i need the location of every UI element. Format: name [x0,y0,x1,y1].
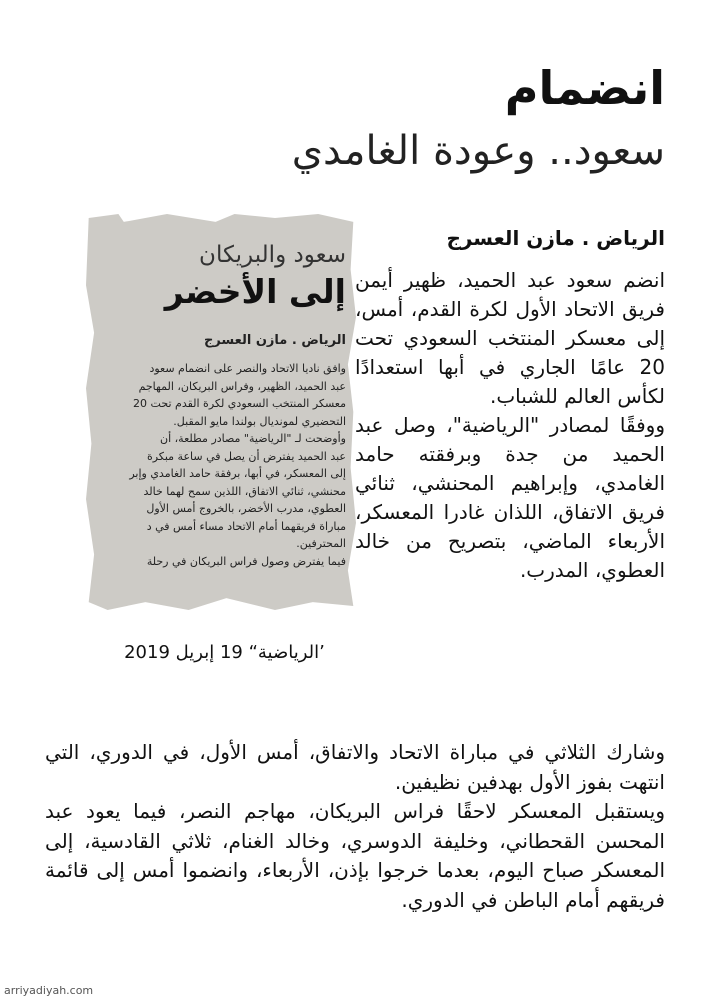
clipping-line: التحضيري لمونديال بولندا مايو المقبل. [173,414,346,428]
clipping-line: إلى المعسكر، في أبها، برفقة حامد الغامدي وإبر [129,467,346,480]
clipping-line: فيما يفترض وصول فراس البريكان في رحلة [146,554,346,568]
newspaper-clipping [86,214,356,610]
clipping-line: المحترفين. [296,537,346,550]
clipping-body [98,360,346,570]
clipping-line: وأوضحت لـ "الرياضية" مصادر مطلعة، أن [160,432,346,445]
byline: الرياض . مازن العسرج [446,226,665,250]
clipping-line: عبد الحميد يفترض أن يصل في ساعة مبكرة [146,449,346,463]
clipping-line: العطوي، مدرب الأخضر، بالخروج أمس الأول [146,502,346,515]
clipping-line: محنشي، ثنائي الاتفاق، اللذين سمح لهما خالد [143,484,346,498]
paragraph: وشارك الثلاثي في مباراة الاتحاد والاتفاق، أمس الأول، في الدوري، التي انتهت بفوز الأول بهدفين نظيفين. [45,740,665,794]
clipping-line: عبد الحميد، الظهير، وفراس البريكان، المهاجم [138,379,346,393]
clipping-line: وافق ناديا الاتحاد والنصر على انضمام سعود [149,362,346,375]
clipping-caption: ’الرياضية“ 19 إبريل 2019 [124,642,325,663]
paragraph: ووفقًا لمصادر "الرياضية"، وصل عبد الحميد من جدة وبرفقته حامد الغامدي، وإبراهيم المحنشي، ثنائي فريق الاتفاق، اللذان غادرا المعسكر، الأربعاء الماضي، بتصريح من خالد العطوي، المدرب. [355,413,665,582]
paragraph: ويستقبل المعسكر لاحقًا فراس البريكان، مهاجم النصر، فيما يعود عبد المحسن القحطاني، وخليفة الدوسري، وخالد الغنام، ثلاثي القادسية، إلى المعسكر صباح اليوم، بعدما خرجوا بإذن، الأربعاء، وانضموا أمس إلى قائمة فريقهم أمام الباطن في الدوري. [45,799,665,912]
headline: انضمام [504,61,665,115]
clipping-byline: الرياض . مازن العسرج [203,333,346,348]
article-column-text [355,266,665,585]
clipping-title: سعود والبريكان [199,242,346,268]
site-watermark[interactable]: arriyadiyah.com [4,984,94,997]
subheadline: سعود.. وعودة الغامدي [291,128,665,174]
clipping-heading: إلى الأخضر [164,272,346,311]
clipping-content [98,224,346,596]
clipping-line: معسكر المنتخب السعودي لكرة القدم تحت 20 [133,397,346,410]
clipping-line: مباراة فريقهما أمام الاتحاد مساء أمس في د [146,519,346,533]
article-full-text [45,738,665,915]
paragraph: انضم سعود عبد الحميد، ظهير أيمن فريق الاتحاد الأول لكرة القدم، أمس، إلى معسكر المنتخب السعودي تحت 20 عامًا الجاري في أبها استعدادًا لكأس العالم للشباب. [355,268,665,408]
